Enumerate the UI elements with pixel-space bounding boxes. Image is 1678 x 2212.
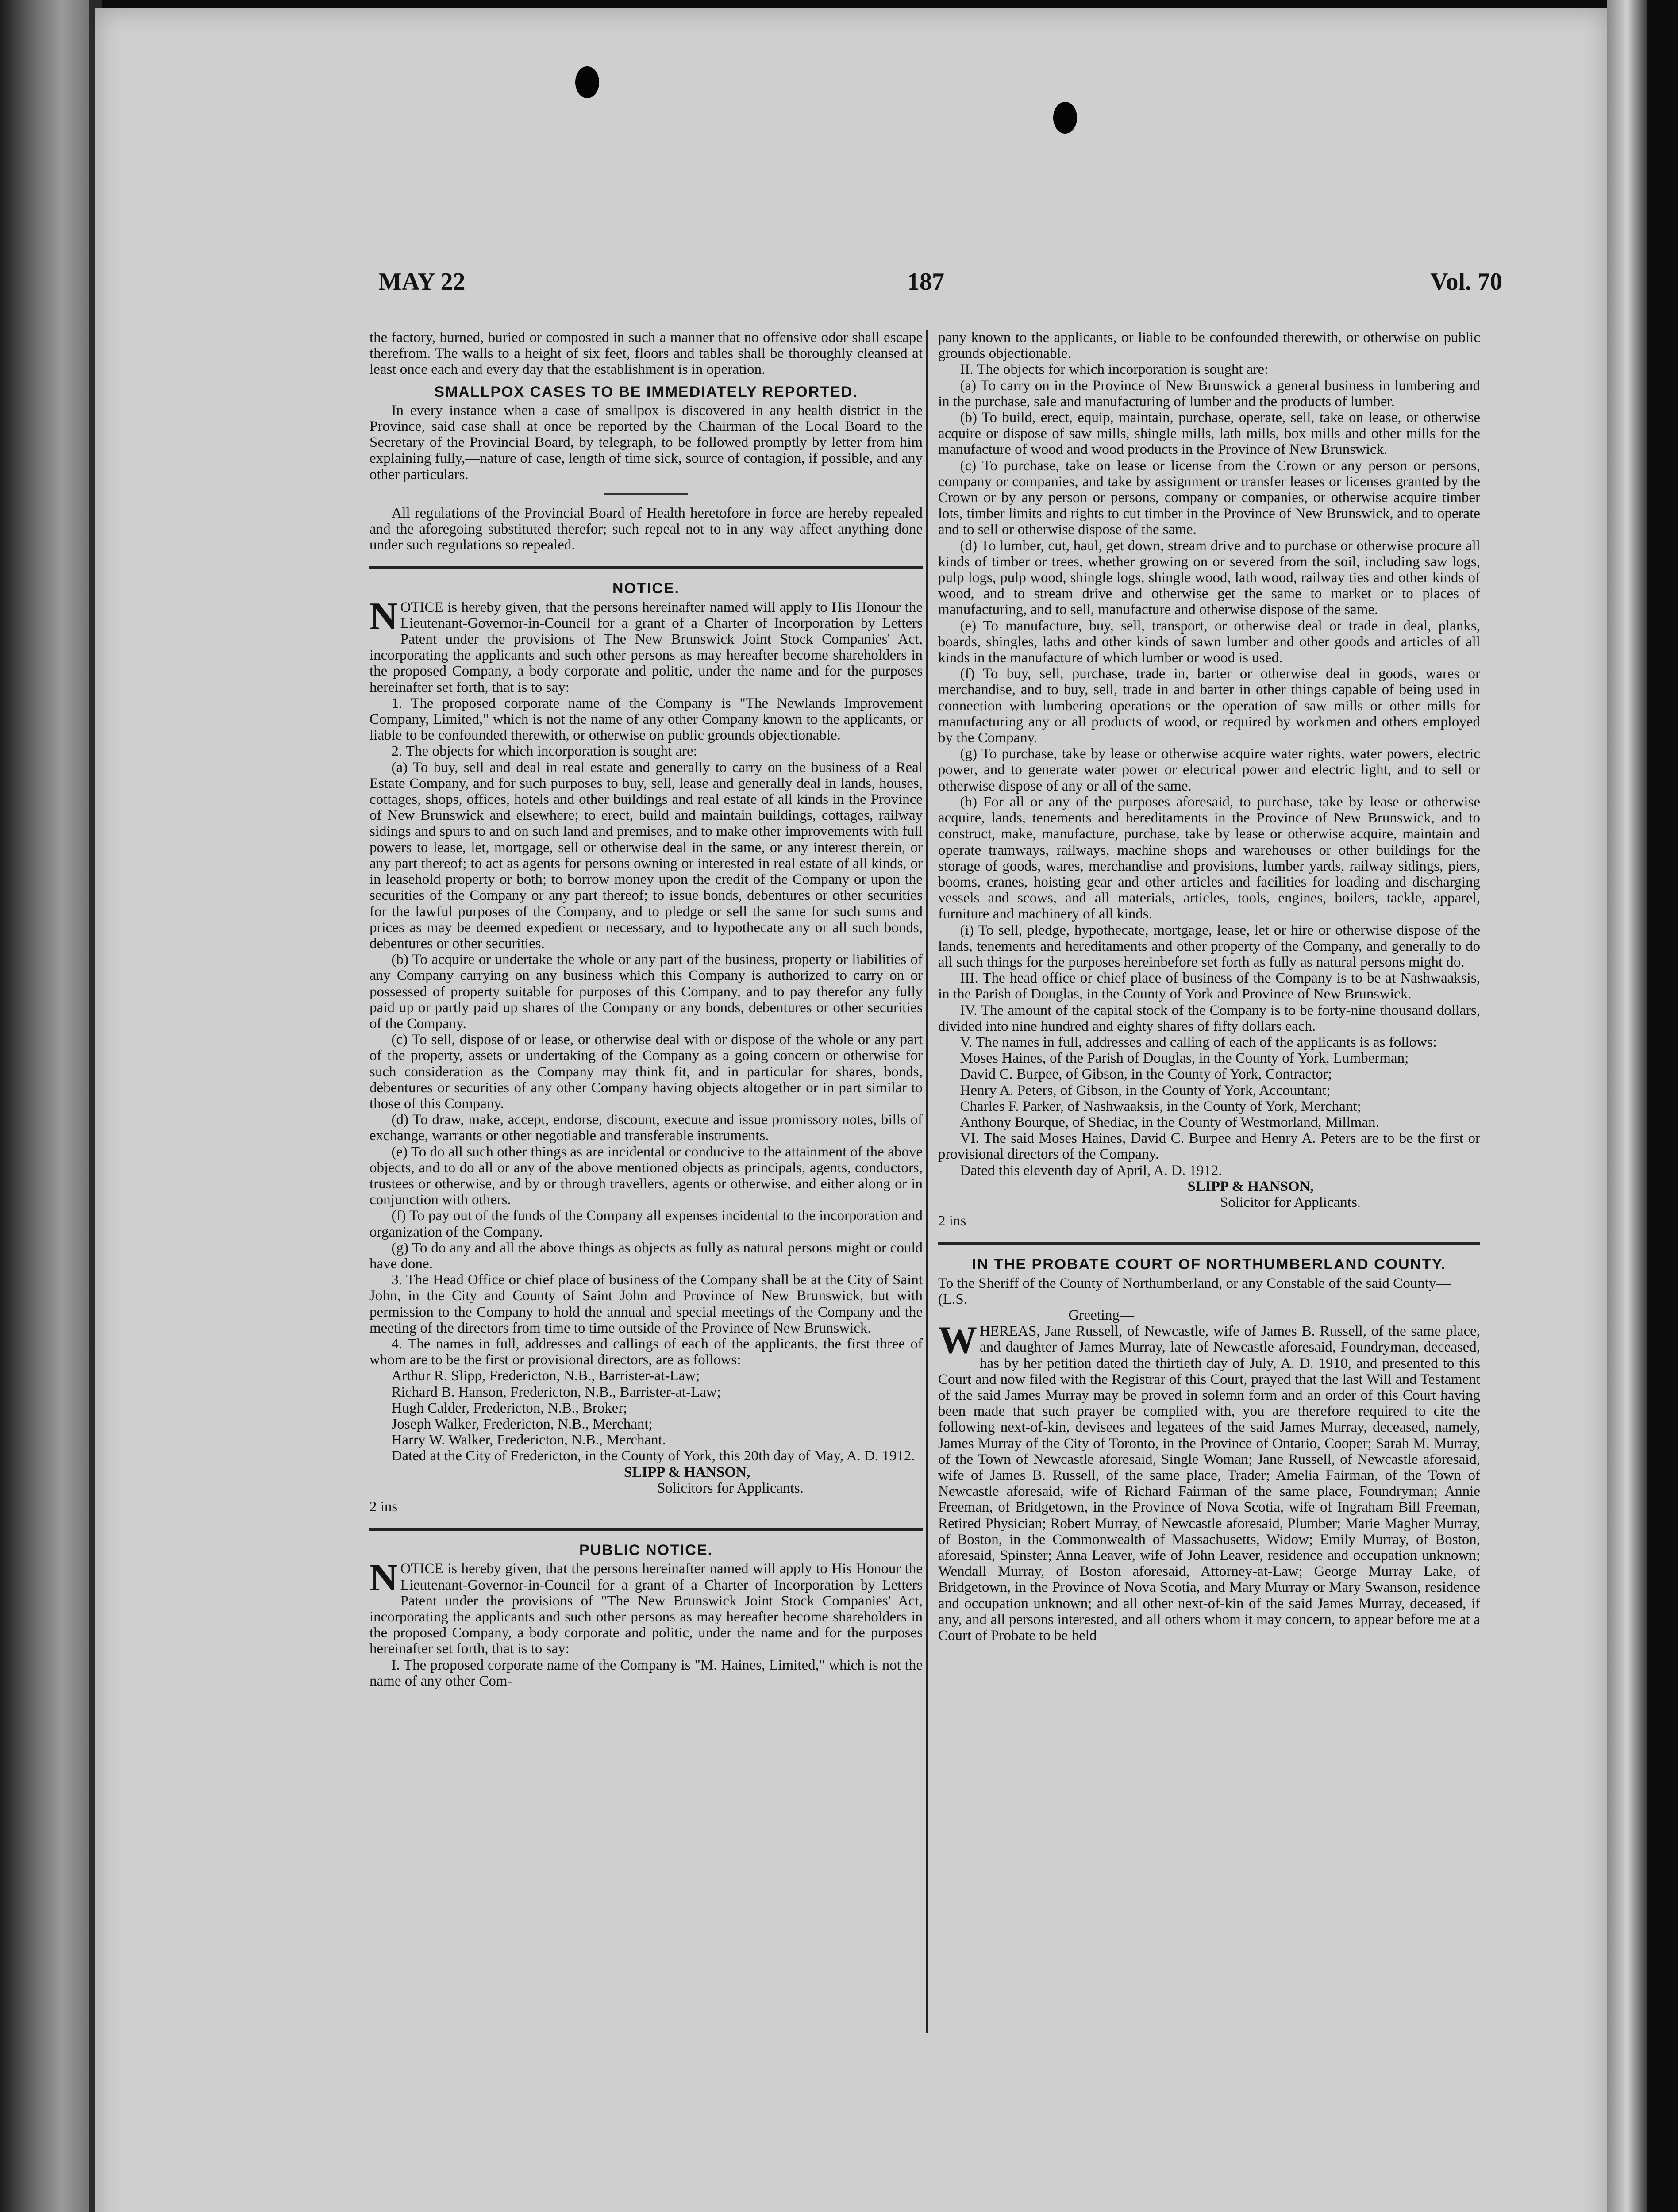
paragraph: I. The proposed corporate name of the Company is "M. Haines, Limited," which is not the name of any other Com- — [369, 1657, 923, 1689]
paragraph: (e) To manufacture, buy, sell, transport, or otherwise deal or trade in deal, planks, boards, shingles, laths and other kinds of sawn lumber and other goods and articles of all kinds in the manufacture of which lumber or wood is used. — [938, 618, 1480, 666]
section-rule — [369, 566, 923, 569]
paragraph: (a) To buy, sell and deal in real estate and generally to carry on the business of a Real Estate Company, and for such purposes to buy, sell, lease and generally deal in lands, houses, cottages, shops, offices, hotels and other buildings and real estate of all kinds in the Province of New Brunswick and elsewhere; to erect, build and maintain buildings, cottages, railway sidings and spurs to and on such land and premises, and to make other improvements with full powers to lease, let, mortgage, sell or otherwise deal in the same, or any interest therein, or any part thereof; to act as agents for persons owning or interested in real estate of all kinds, or in leasehold property or both; to borrow money upon the credit of the Company or upon the securities of the Company or any part thereof; to issue bonds, debentures or other securities for the lawful purposes of the Company, and to pledge or sell the same for such sums and prices as may be deemed expedient or necessary, and to hypothecate any or all such bonds, debentures or other securities. — [369, 759, 923, 952]
paragraph: (a) To carry on in the Province of New Brunswick a general business in lumbering and in the purchase, sale and manufacturing of lumber and the products of lumber. — [938, 377, 1480, 410]
signature: SLIPP & HANSON, — [1187, 1178, 1314, 1194]
page-header — [283, 268, 1502, 307]
paragraph: (h) For all or any of the purposes aforesaid, to purchase, take by lease or otherwise acquire, lands, tenements and hereditaments in the Province of New Brunswick, and to construct, make, manufacture, purchase, take by lease or otherwise acquire, maintain and operate tramways, railways, machine shops and warehouses or other buildings for the storage of goods, wares, merchandise and provisions, lumber yards, railway sidings, piers, booms, cranes, hoisting gear and other articles and facilities for loading and discharging vessels and scows, and all materials, articles, tools, engines, boilers, tackle, apparel, furniture and machinery of all kinds. — [938, 794, 1480, 922]
page-edge — [1607, 0, 1647, 2212]
insertion-note: 2 ins — [938, 1213, 966, 1229]
paragraph: (d) To lumber, cut, haul, get down, stream drive and to purchase or otherwise procure all kinds of timber or trees, whether growing on or severed from the soil, including saw logs, pulp logs, pulp wood, shingle logs, shingle wood, lath wood, railway ties and other kinds of wood, and to stream drive and otherwise get the same to market or to places of manufacturing, and to sell, manufacture and otherwise dispose of the same. — [938, 538, 1480, 618]
applicant-line: Richard B. Hanson, Fredericton, N.B., Barrister-at-Law; — [391, 1384, 721, 1400]
notice-title: NOTICE. — [612, 580, 680, 597]
probate-title: IN THE PROBATE COURT OF NORTHUMBERLAND COUNTY. — [972, 1256, 1447, 1273]
section-rule — [938, 1242, 1480, 1245]
paragraph: 2. The objects for which incorporation is sought are: — [391, 743, 697, 760]
paragraph: In every instance when a case of smallpox is discovered in any health district in the Province, said case shall at once be reported by the Chairman of the Local Board to the Secretary of the Provincial Board, by telegraph, to be followed promptly by letter from him explaining fully,—nature of case, length of time sick, source of contagion, if possible, and any other particulars. — [369, 402, 923, 483]
paragraph: (f) To pay out of the funds of the Company all expenses incidental to the incorporation and organization of the Company. — [369, 1208, 923, 1240]
paragraph: (g) To do any and all the above things as objects as fully as natural persons might or could have done. — [369, 1240, 923, 1272]
paragraph: VI. The said Moses Haines, David C. Burpee and Henry A. Peters are to be the first or provisional directors of the Company. — [938, 1130, 1480, 1163]
paragraph: NOTICE is hereby given, that the persons hereinafter named will apply to His Honour the Lieutenant-Governor-in-Council for a grant of a Charter of Incorporation by Letters Patent under the provisions of "The New Brunswick Joint Stock Companies' Act, incorporating the applicants and such other persons as may hereafter become shareholders in the proposed Company, a body corporate and politic, under the name and for the purposes hereinafter set forth, that is to say: — [369, 1556, 923, 1657]
applicant-line: David C. Burpee, of Gibson, in the County of York, Contractor; — [960, 1066, 1332, 1083]
paragraph: (c) To purchase, take on lease or license from the Crown or any person or persons, company or companies, and take by assignment or transfer leases or licenses granted by the Crown or by any person or persons, company or companies, or otherwise acquire timber lots, timber limits and rights to cut timber in the Province of New Brunswick, and to operate and to sell or otherwise dispose of the same. — [938, 457, 1480, 538]
punch-hole — [575, 66, 599, 98]
paragraph: (f) To buy, sell, purchase, trade in, barter or otherwise deal in goods, wares or merchandise, and to buy, sell, trade in and barter in other things capable of being used in connection with lumbering operations or the operation of saw mills or other mills for manufacturing any or all products of wood, or required by workmen and others employed by the Company. — [938, 666, 1480, 746]
section-title: SMALLPOX CASES TO BE IMMEDIATELY REPORTED. — [434, 383, 858, 400]
paragraph: IV. The amount of the capital stock of the Company is to be forty-nine thousand dollars, divided into nine hundred and eighty shares of fifty dollars each. — [938, 1002, 1480, 1034]
applicant-line: Henry A. Peters, of Gibson, in the County of York, Accountant; — [960, 1082, 1331, 1098]
paragraph: (e) To do all such other things as are incidental or conducive to the attainment of the above objects, and to do all or any of the above mentioned objects as principals, agents, conductors, trustees or otherwise, and by or through travellers, agents or otherwise, and either along or in conjunction with others. — [369, 1144, 923, 1208]
paragraph: NOTICE is hereby given, that the persons hereinafter named will apply to His Honour the Lieutenant-Governor-in-Council for a grant of a Charter of Incorporation by Letters Patent under the provisions of The New Brunswick Joint Stock Companies' Act, incorporating the applicants and such other persons as may hereafter become shareholders in the proposed Company, a body corporate and politic, under the name and for the purposes hereinafter set forth, that is to say: — [369, 595, 923, 695]
paragraph: III. The head office or chief place of business of the Company is to be at Nashwaaksis, in the Parish of Douglas, in the County of York and Province of New Brunswick. — [938, 970, 1480, 1002]
seal-mark: (L.S. — [938, 1291, 967, 1307]
column-divider — [926, 330, 928, 2033]
paragraph: All regulations of the Provincial Board of Health heretofore in force are hereby repealed and the aforegoing substituted therefor; such repeal not to in any way affect anything done under such regulations so repealed. — [369, 505, 923, 553]
divider — [604, 493, 688, 495]
paragraph: 4. The names in full, addresses and callings of each of the applicants, the first three of whom are to be the first or provisional directors, are as follows: — [369, 1336, 923, 1368]
signature-title: Solicitors for Applicants. — [657, 1480, 804, 1496]
applicant-line: Joseph Walker, Fredericton, N.B., Merchant; — [391, 1416, 653, 1432]
paragraph: WHEREAS, Jane Russell, of Newcastle, wife of James B. Russell, of the same place, and daughter of James Murray, late of Newcastle aforesaid, Foundryman, deceased, has by her petition dated the thirtieth day of July, A. D. 1910, and presented to this Court and now filed with the Registrar of this Court, prayed that the last Will and Testament of the said James Murray may be proved in solemn form and an order of this Court having been made that such prayer be complied with, you are therefore required to cite the following next-of-kin, devisees and legatees of the said James Murray, deceased, namely, James Murray of the City of Toronto, in the Province of Ontario, Cooper; Sarah M. Murray, of the Town of Newcastle aforesaid, Single Woman; Jane Russell, of Newcastle aforesaid, wife of James B. Russell, of the same place, Trader; Amelia Fairman, of the Town of Newcastle aforesaid, wife of Richard Fairman of the same place, Foundryman; Annie Freeman, of Bridgetown, in the Province of Nova Scotia, wife of Ingraham Bill Freeman, Retired Physician; Robert Murray, of Newcastle aforesaid, Plumber; Marie Magher Murray, of Boston, in the Commonwealth of Massachusetts, Widow; Emily Murray, of Boston, aforesaid, Spinster; Anna Leaver, wife of John Leaver, residence and occupation unknown; Wendall Murray, of Boston aforesaid, Attorney-at-Law; George Murray Lake, of Bridgetown, in the Province of Nova Scotia, and Mary Murray or Mary Swanson, residence and occupation unknown; and all other next-of-kin of the said James Murray, deceased, if any, and all persons interested, and all others whom it may concern, to appear before me at a Court of Probate to be held — [938, 1319, 1480, 1644]
book-spine — [0, 0, 89, 2212]
section-rule — [369, 1528, 923, 1531]
greeting: Greeting— — [1068, 1307, 1134, 1323]
paragraph: (c) To sell, dispose of or lease, or otherwise deal with or dispose of the whole or any part of the property, assets or undertaking of the Company as a going concern or otherwise for such consideration as the Company may think fit, and in particular for shares, bonds, debentures or securities of any other Company having objects altogether or in part similar to those of this Company. — [369, 1032, 923, 1112]
insertion-note: 2 ins — [369, 1499, 398, 1515]
left-column — [369, 330, 923, 1689]
applicant-line: Harry W. Walker, Fredericton, N.B., Merchant. — [391, 1432, 666, 1448]
paragraph: Dated at the City of Fredericton, in the County of York, this 20th day of May, A. D. 1912. — [391, 1448, 915, 1464]
applicant-line: Anthony Bourque, of Shediac, in the County of Westmorland, Millman. — [960, 1114, 1379, 1130]
applicant-line: Moses Haines, of the Parish of Douglas, in the County of York, Lumberman; — [960, 1050, 1409, 1067]
applicant-line: Arthur R. Slipp, Fredericton, N.B., Barrister-at-Law; — [391, 1368, 700, 1384]
paragraph: V. The names in full, addresses and calling of each of the applicants is as follows: — [960, 1034, 1437, 1050]
right-column — [938, 330, 1480, 1644]
volume-number: Vol. 70 — [1430, 268, 1502, 296]
paragraph: pany known to the applicants, or liable to be confounded therewith, or otherwise on public grounds objectionable. — [938, 330, 1480, 362]
paragraph: 3. The Head Office or chief place of business of the Company shall be at the City of Saint John, in the City and County of Saint John and Province of New Brunswick, but with permission to the Company to hold the annual and special meetings of the Company and the meeting of the directors from time to time outside of the Province of New Brunswick. — [369, 1272, 923, 1336]
signature: SLIPP & HANSON, — [624, 1464, 750, 1480]
applicant-line: Charles F. Parker, of Nashwaaksis, in the County of York, Merchant; — [960, 1098, 1361, 1114]
paragraph: (g) To purchase, take by lease or otherwise acquire water rights, water powers, electric power, and to generate water power or electrical power and electric light, and to sell or otherwise dispose of any or all of the same. — [938, 746, 1480, 794]
punch-hole — [1053, 102, 1077, 134]
applicant-line: Hugh Calder, Fredericton, N.B., Broker; — [391, 1400, 627, 1416]
paragraph: II. The objects for which incorporation is sought are: — [960, 361, 1269, 378]
paragraph: 1. The proposed corporate name of the Company is "The Newlands Improvement Company, Limited," which is not the name of any other Company known to the applicants, or liable to be confounded therewith, or otherwise on public grounds objectionable. — [369, 695, 923, 744]
paragraph: (b) To acquire or undertake the whole or any part of the business, property or liabilities of any Company carrying on any business which this Company is authorized to carry on or possessed of property suitable for purposes of this Company, and to pay therefor any fully paid up or partly paid up shares of the Company or any bonds, debentures or other securities of the Company. — [369, 952, 923, 1032]
paragraph: the factory, burned, buried or composted in such a manner that no offensive odor shall escape therefrom. The walls to a height of six feet, floors and tables shall be thoroughly cleansed at least once each and every day that the establishment is in operation. — [369, 330, 923, 378]
paragraph: (d) To draw, make, accept, endorse, discount, execute and issue promissory notes, bills of exchange, warrants or other negotiable and transferable instruments. — [369, 1112, 923, 1144]
page-number: 187 — [907, 268, 944, 296]
paragraph: (b) To build, erect, equip, maintain, purchase, operate, sell, take on lease, or otherwise acquire or dispose of saw mills, shingle mills, lath mills, box mills and other mills for the manufacture of wood and wood products in the Province of New Brunswick. — [938, 410, 1480, 458]
paragraph: Dated this eleventh day of April, A. D. 1912. — [960, 1162, 1222, 1179]
header-date: MAY 22 — [378, 268, 466, 296]
paragraph: (i) To sell, pledge, hypothecate, mortgage, lease, let or hire or otherwise dispose of the lands, tenements and hereditaments and other property of the Company, and generally to do all such things for the purposes hereinbefore set forth as fully as natural persons might do. — [938, 922, 1480, 970]
public-notice-title: PUBLIC NOTICE. — [579, 1542, 713, 1559]
signature-title: Solicitor for Applicants. — [1220, 1194, 1361, 1210]
paragraph: To the Sheriff of the County of Northumberland, or any Constable of the said County— — [938, 1275, 1451, 1291]
